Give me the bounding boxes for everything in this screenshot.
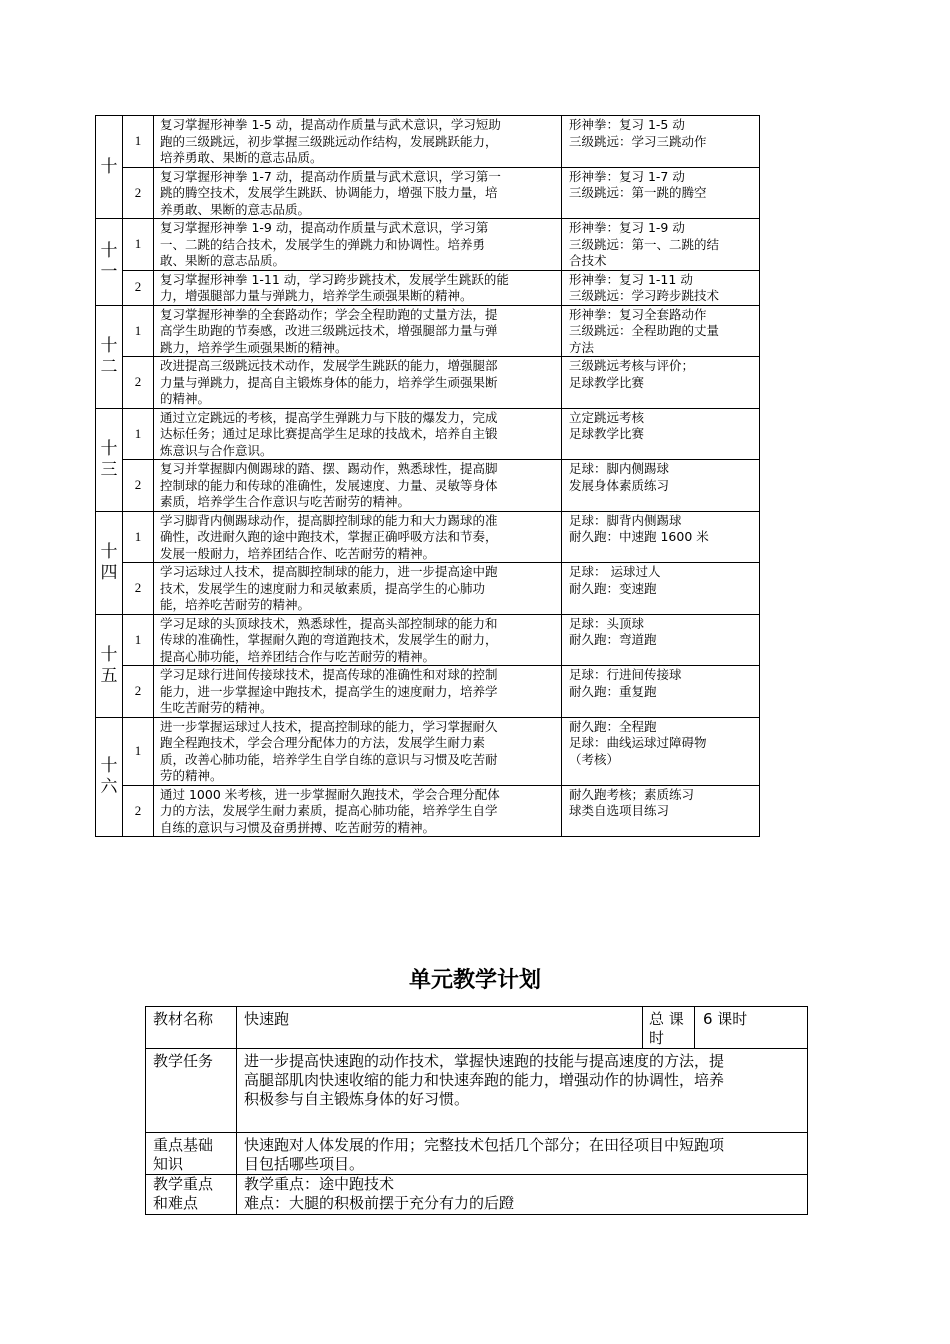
unit-row-task [146, 1049, 808, 1133]
goal-line: 高学生助跑的节奏感，改进三级跳远技术，增强腿部力量与弹 [160, 323, 498, 338]
content-line: 形神拳：复习全套路动作 [569, 306, 707, 322]
total-hours-label [643, 1007, 695, 1049]
goal-line: 素质，培养学生合作意识与吃苦耐劳的精神。 [160, 494, 411, 509]
goal-line: 敢、果断的意志品质。 [160, 253, 286, 268]
content-line: 三级跳远：第一跳的腾空 [569, 185, 707, 200]
content-line: 三级跳远：学习三跳动作 [569, 133, 707, 149]
goal-line: 能，培养吃苦耐劳的精神。 [160, 597, 311, 612]
week-number [96, 408, 123, 511]
unit-row-keypoints [146, 1175, 808, 1215]
week-number [96, 511, 123, 614]
lesson-number: 1 [123, 219, 154, 271]
lesson-goal [154, 167, 562, 219]
lesson-goal [154, 785, 562, 837]
plan-row [96, 305, 760, 357]
goal-line: 力，增强腿部力量与弹跳力，培养学生顽强果断的精神。 [160, 288, 473, 303]
goal-line: 质，改善心肺功能，培养学生自学自练的意识与习惯及吃苦耐 [160, 751, 498, 767]
goal-line: 确性，改进耐久跑的途中跑技术，掌握正确呼吸方法和节奏， [160, 529, 498, 544]
week-number [96, 614, 123, 717]
plan-row [96, 563, 760, 615]
goal-line: 传球的准确性，掌握耐久跑的弯道跑技术，发展学生的耐力， [160, 632, 498, 647]
plan-row [96, 408, 760, 460]
lesson-content [562, 563, 760, 615]
content-line: 耐久跑：重复跑 [569, 683, 657, 699]
content-line: 方法 [569, 339, 595, 355]
keypoints-label-line: 教学重点 [153, 1175, 214, 1193]
knowledge-label [146, 1133, 237, 1175]
knowledge-label-line: 重点基础 [153, 1136, 214, 1154]
task-value [237, 1049, 808, 1133]
knowledge-line: 快速跑对人体发展的作用；完整技术包括几个部分；在田径项目中短跑项 [244, 1136, 725, 1154]
keypoints-line: 教学重点：途中跑技术 [244, 1175, 395, 1193]
lesson-content [562, 219, 760, 271]
goal-line: 通过 1000 米考核，进一步掌握耐久跑技术，学会合理分配体 [160, 786, 500, 802]
total-hours-label-line: 时 [649, 1029, 665, 1047]
lesson-number: 2 [123, 563, 154, 615]
content-line: 立定跳远考核 [569, 409, 645, 425]
lesson-content [562, 116, 760, 168]
weekly-plan-body [96, 116, 760, 837]
lesson-goal [154, 408, 562, 460]
plan-row [96, 270, 760, 305]
lesson-goal [154, 116, 562, 168]
plan-row [96, 219, 760, 271]
week-char: 十 [100, 438, 118, 459]
lesson-content [562, 511, 760, 563]
lesson-number: 1 [123, 305, 154, 357]
goal-line: 复习掌握形神拳 1-7 动，提高动作质量与武术意识，学习第一 [160, 168, 501, 184]
unit-plan-title: 单元教学计划 [408, 968, 541, 993]
goal-line: 学习运球过人技术，提高脚控制球的能力，进一步提高途中跑 [160, 564, 498, 579]
lesson-content [562, 305, 760, 357]
goal-line: 复习掌握形神拳 1-11 动，学习跨步跳技术，发展学生跳跃的能 [160, 271, 509, 287]
week-char: 一 [100, 261, 118, 282]
week-number [96, 219, 123, 306]
content-line: 足球： 运球过人 [569, 564, 661, 579]
content-line: 耐久跑：中速跑 1600 米 [569, 529, 709, 544]
lesson-content [562, 357, 760, 409]
content-line: 足球教学比赛 [569, 374, 645, 390]
lesson-goal [154, 563, 562, 615]
lesson-number: 2 [123, 270, 154, 305]
task-line: 高腿部肌肉快速收缩的能力和快速奔跑的能力，增强动作的协调性，培养 [244, 1071, 725, 1089]
goal-line: 跑全程跑技术，学会合理分配体力的方法，发展学生耐力素 [160, 735, 486, 750]
goal-line: 复习并掌握脚内侧踢球的踏、摆、踢动作，熟悉球性，提高脚 [160, 461, 498, 476]
goal-line: 跳的腾空技术，发展学生跳跃、协调能力，增强下肢力量，培 [160, 185, 498, 200]
goal-line: 劳的精神。 [160, 768, 223, 783]
goal-line: 复习掌握形神拳 1-5 动，提高动作质量与武术意识，学习短助 [160, 117, 501, 132]
weekly-plan-table [95, 115, 760, 837]
lesson-goal [154, 357, 562, 409]
content-line: 足球：行进间传接球 [569, 667, 682, 682]
content-line: 足球：曲线运球过障碍物 [569, 735, 707, 750]
plan-row [96, 666, 760, 718]
keypoints-line: 难点：大腿的积极前摆于充分有力的后蹬 [244, 1194, 515, 1212]
content-line: 合技术 [569, 253, 607, 268]
lesson-number: 2 [123, 460, 154, 512]
content-line: 三级跳远考核与评价； [569, 358, 695, 373]
goal-line: 力量与弹跳力，提高自主锻炼身体的能力，培养学生顽强果断 [160, 374, 498, 390]
goal-line: 一、二跳的结合技术，发展学生的弹跳力和协调性。培养勇 [160, 236, 486, 252]
goal-line: 培养勇敢、果断的意志品质。 [160, 150, 323, 165]
plan-row [96, 460, 760, 512]
lesson-number: 2 [123, 666, 154, 718]
lesson-goal [154, 511, 562, 563]
content-line: 足球：脚内侧踢球 [569, 461, 670, 476]
content-line: 三级跳远：学习跨步跳技术 [569, 288, 720, 303]
content-line: （考核） [569, 751, 620, 767]
week-char: 十 [100, 755, 118, 776]
content-line: 球类自选项目练习 [569, 803, 670, 818]
content-line: 足球教学比赛 [569, 426, 645, 441]
lesson-number: 1 [123, 511, 154, 563]
lesson-number: 2 [123, 167, 154, 219]
unit-row-material [146, 1007, 808, 1049]
goal-line: 通过立定跳远的考核，提高学生弹跳力与下肢的爆发力，完成 [160, 409, 498, 425]
goal-line: 改进提高三级跳远技术动作，发展学生跳跃的能力，增强腿部 [160, 358, 498, 373]
material-value: 快速跑 [237, 1007, 643, 1049]
week-char: 十 [100, 335, 118, 356]
goal-line: 生吃苦耐劳的精神。 [160, 700, 273, 715]
lesson-goal [154, 219, 562, 271]
goal-line: 技术，发展学生的速度耐力和灵敏素质，提高学生的心肺功 [160, 580, 486, 596]
content-line: 耐久跑：变速跑 [569, 580, 657, 596]
week-char: 六 [100, 776, 118, 797]
week-char: 四 [100, 562, 118, 583]
content-line: 形神拳：复习 1-7 动 [569, 168, 685, 184]
keypoints-label-line: 和难点 [153, 1194, 199, 1212]
lesson-content [562, 785, 760, 837]
week-char: 五 [100, 665, 118, 686]
goal-line: 控制球的能力和传球的准确性，发展速度、力量、灵敏等身体 [160, 477, 498, 493]
plan-row [96, 717, 760, 785]
week-number [96, 717, 123, 837]
lesson-goal [154, 270, 562, 305]
goal-line: 的精神。 [160, 391, 211, 406]
week-char: 十 [100, 156, 118, 177]
task-line: 进一步提高快速跑的动作技术，掌握快速跑的技能与提高速度的方法，提 [244, 1052, 725, 1070]
goal-line: 进一步掌握运球过人技术，提高控制球的能力，学习掌握耐久 [160, 718, 498, 734]
week-number [96, 116, 123, 219]
plan-row [96, 167, 760, 219]
lesson-number: 1 [123, 116, 154, 168]
lesson-number: 2 [123, 357, 154, 409]
goal-line: 炼意识与合作意识。 [160, 442, 273, 458]
week-char: 十 [100, 240, 118, 261]
goal-line: 跳力，培养学生顽强果断的精神。 [160, 339, 348, 355]
lesson-number: 1 [123, 408, 154, 460]
goal-line: 达标任务；通过足球比赛提高学生足球的技战术，培养自主锻 [160, 426, 498, 441]
lesson-number: 1 [123, 614, 154, 666]
plan-row [96, 511, 760, 563]
lesson-content [562, 167, 760, 219]
lesson-goal [154, 717, 562, 785]
plan-row [96, 614, 760, 666]
week-char: 十 [100, 541, 118, 562]
content-line: 耐久跑：全程跑 [569, 718, 657, 734]
week-char: 三 [100, 459, 118, 480]
plan-row [96, 116, 760, 168]
goal-line: 提高心肺功能，培养团结合作与吃苦耐劳的精神。 [160, 648, 436, 664]
total-hours-label-line: 总 课 [649, 1010, 684, 1028]
total-hours-value: 6 课时 [695, 1007, 808, 1049]
goal-line: 复习掌握形神拳 1-9 动，提高动作质量与武术意识，学习第 [160, 220, 489, 235]
material-label: 教材名称 [146, 1007, 237, 1049]
goal-line: 学习脚背内侧踢球动作，提高脚控制球的能力和大力踢球的准 [160, 512, 498, 528]
lesson-number: 2 [123, 785, 154, 837]
task-line: 积极参与自主锻炼身体的好习惯。 [244, 1090, 470, 1108]
keypoints-label [146, 1175, 237, 1215]
lesson-content [562, 460, 760, 512]
goal-line: 力的方法，发展学生耐力素质，提高心肺功能，培养学生自学 [160, 803, 498, 818]
task-label: 教学任务 [146, 1049, 237, 1133]
week-char: 二 [100, 356, 118, 377]
plan-row [96, 785, 760, 837]
content-line: 形神拳：复习 1-5 动 [569, 117, 685, 132]
lesson-goal [154, 614, 562, 666]
content-line: 足球：脚背内侧踢球 [569, 512, 682, 528]
content-line: 三级跳远：全程助跑的丈量 [569, 323, 720, 338]
goal-line: 能力，进一步掌握途中跑技术，提高学生的速度耐力，培养学 [160, 683, 498, 699]
content-line: 形神拳：复习 1-11 动 [569, 271, 693, 287]
goal-line: 跑的三级跳远，初步掌握三级跳远动作结构，发展跳跃能力， [160, 133, 498, 149]
lesson-content [562, 408, 760, 460]
content-line: 耐久跑考核；素质练习 [569, 786, 695, 802]
goal-line: 复习掌握形神拳的全套路动作；学会全程助跑的丈量方法，提 [160, 306, 498, 322]
lesson-goal [154, 305, 562, 357]
goal-line: 学习足球的头顶球技术，熟悉球性，提高头部控制球的能力和 [160, 615, 498, 631]
knowledge-line: 目包括哪些项目。 [244, 1155, 365, 1173]
lesson-goal [154, 666, 562, 718]
goal-line: 自练的意识与习惯及奋勇拼搏、吃苦耐劳的精神。 [160, 819, 436, 835]
week-char: 十 [100, 644, 118, 665]
unit-plan-table [145, 1006, 808, 1215]
lesson-number: 1 [123, 717, 154, 785]
lesson-content [562, 614, 760, 666]
goal-line: 养勇敢、果断的意志品质。 [160, 201, 311, 217]
lesson-content [562, 270, 760, 305]
content-line: 足球：头顶球 [569, 615, 645, 631]
lesson-content [562, 717, 760, 785]
content-line: 三级跳远：第一、二跳的结 [569, 236, 720, 252]
keypoints-value [237, 1175, 808, 1215]
lesson-content [562, 666, 760, 718]
plan-row [96, 357, 760, 409]
goal-line: 学习足球行进间传接球技术，提高传球的准确性和对球的控制 [160, 667, 498, 682]
content-line: 形神拳：复习 1-9 动 [569, 220, 685, 235]
unit-row-knowledge [146, 1133, 808, 1175]
content-line: 耐久跑：弯道跑 [569, 632, 657, 647]
knowledge-label-line: 知识 [153, 1155, 184, 1173]
week-number [96, 305, 123, 408]
knowledge-value [237, 1133, 808, 1175]
goal-line: 发展一般耐力，培养团结合作、吃苦耐劳的精神。 [160, 545, 436, 561]
content-line: 发展身体素质练习 [569, 477, 670, 493]
lesson-goal [154, 460, 562, 512]
